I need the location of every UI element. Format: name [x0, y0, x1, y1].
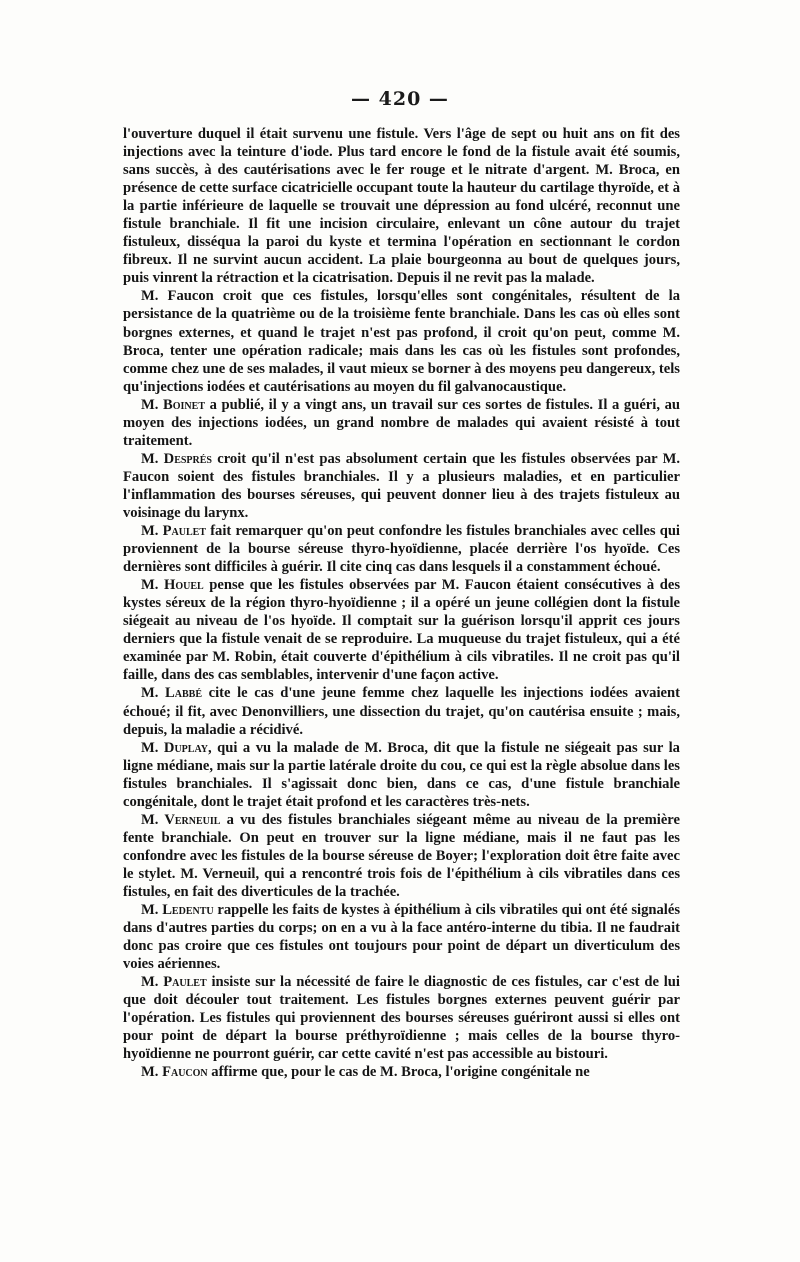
paragraph-text: cite le cas d'une jeune femme chez laquelle les injections iodées avaient échoué; il fit, avec Denonvilliers, une dissection du trajet, qu'on cautérisa ensuite ; mais, depuis, la maladie a récidivé.: [123, 685, 680, 738]
paragraph-text: rappelle les faits de kystes à épithélium à cils vibratiles qui ont été signalés dans d'autres parties du corps; on en a vu à la face antéro-interne du tibia. Il ne faudrait donc pas croire que ces fistules ont toujours pour point de départ un diverticulum des voies aériennes.: [123, 902, 681, 973]
paragraph-10: [123, 901, 680, 973]
paragraph-6: [123, 576, 680, 684]
body-text: [123, 125, 680, 1081]
speaker-name: M. Ledentu: [141, 902, 214, 919]
speaker-name: M. Paulet: [141, 523, 206, 540]
paragraph-3: [123, 396, 680, 450]
paragraph-8: [123, 739, 680, 811]
paragraph-2: [123, 287, 680, 395]
paragraph-5: [123, 522, 680, 576]
speaker-name: M. Després: [141, 450, 212, 467]
speaker-name: M. Verneuil: [141, 811, 221, 828]
paragraph-text: insiste sur la nécessité de faire le diagnostic de ces fistules, car c'est de lui que doit découler tout traitement. Les fistules borgnes externes peuvent guérir par l'opération. Les fistules qui proviennent des bourses séreuses guériront aussi si elles ont pour point de départ la bourse préthyroïdienne ; mais celles de la bourse thyro-hyoïdienne ne pourront guérir, car cette cavité n'est pas accessible au bistouri.: [123, 974, 680, 1063]
paragraph-9: [123, 811, 680, 901]
paragraph-text: a publié, il y a vingt ans, un travail sur ces sortes de fistules. Il a guéri, au moyen des injections iodées, un grand nombre de malades qui avaient résisté à tout traitement.: [123, 396, 680, 449]
paragraph-text: M. Faucon croit que ces fistules, lorsqu'elles sont congénitales, résultent de la persistance de la quatrième ou de la troisième fente branchiale. Dans les cas où elles sont borgnes externes, et quand le trajet n'est pas profond, il croit qu'on peut, comme M. Broca, tenter une opération radicale; mais dans les cas où les fistules sont profondes, comme chez une de ses malades, il vaut mieux se borner à des moyens peu dangereux, tels qu'injections iodées et cautérisations au moyen du fil galvanocaustique.: [123, 288, 680, 395]
paragraph-7: [123, 684, 680, 738]
speaker-name: M. Labbé: [141, 685, 202, 702]
speaker-name: M. Faucon: [141, 1064, 208, 1081]
paragraph-text: croit qu'il n'est pas absolument certain que les fistules observées par M. Faucon soient des fistules branchiales. Il y a plusieurs maladies, et en particulier l'inflammation des bourses séreuses, qui peuvent donner lieu à des trajets fistuleux au voisinage du larynx.: [123, 450, 681, 521]
paragraph-text: l'ouverture duquel il était survenu une fistule. Vers l'âge de sept ou huit ans on fit des injections avec la teinture d'iode. Plus tard encore le fond de la fistule avait été soumis, sans succès, à des cautérisations avec le fer rouge et le nitrate d'argent. M. Broca, en présence de cette surface cicatricielle occupant toute la hauteur du cartilage thyroïde, et à la partie inférieure de laquelle se trouvait une dépression au fond ulcéré, reconnut une fistule branchiale. Il fit une incision circulaire, enlevant un cône autour du trajet fistuleux, disséqua la paroi du kyste et termina l'opération en sectionnant le cordon fibreux. Il ne survint aucun accident. La plaie bourgeonna au bout de quelques jours, puis vinrent la rétraction et la cicatrisation. Depuis il ne revit pas la malade.: [123, 126, 680, 287]
page-number: — 420 —: [351, 88, 449, 110]
paragraph-4: [123, 450, 680, 522]
speaker-name: M. Boinet: [141, 396, 205, 413]
paragraph-text: pense que les fistules observées par M. Faucon étaient consécutives à des kystes séreux de la région thyro-hyoïdienne ; il a opéré un jeune collégien dont la fistule siégeait au niveau de l'os hyoïde. Il comptait sur la guérison lorsqu'il apprit ces jours derniers que la fistule venait de se reproduire. La muqueuse du trajet fistuleux, qui a été examinée par M. Robin, était couverte d'épithélium à cils vibratiles. Il ne croit pas qu'il faille, dans des cas semblables, intervenir d'une façon active.: [123, 577, 680, 684]
speaker-name: M. Paulet: [141, 974, 207, 991]
paragraph-text: fait remarquer qu'on peut confondre les fistules branchiales avec celles qui proviennent de la bourse séreuse thyro-hyoïdienne, placée derrière l'os hyoïde. Ces dernières sont difficiles à guérir. Il cite cinq cas dans lesquels il a constamment échoué.: [123, 523, 680, 576]
speaker-name: M. Houel: [141, 577, 204, 594]
paragraph-12: [123, 1063, 680, 1081]
paragraph-text: affirme que, pour le cas de M. Broca, l'origine congénitale ne: [207, 1064, 590, 1081]
paragraph-text: qui a vu la malade de M. Broca, dit que la fistule ne siégeait pas sur la ligne médiane, mais sur la partie latérale droite du cou, ce qui est la règle absolue dans les fistules branchiales. Il s'agissait donc bien, dans ce cas, d'une fistule branchiale congénitale, dont le trajet était profond et les caractères très-nets.: [123, 739, 680, 810]
paragraph-1: [123, 125, 680, 287]
speaker-name: M. Duplay,: [141, 739, 212, 756]
paragraph-text: a vu des fistules branchiales siégeant même au niveau de la première fente branchiale. On peut en trouver sur la ligne médiane, mais il ne faut pas les confondre avec les fistules de la bourse séreuse de Boyer; l'exploration doit être faite avec le stylet. M. Verneuil, qui a rencontré trois fois de l'épithélium à cils vibratiles dans ces fistules, en fait des diverticules de la trachée.: [123, 811, 680, 900]
paragraph-11: [123, 973, 680, 1063]
